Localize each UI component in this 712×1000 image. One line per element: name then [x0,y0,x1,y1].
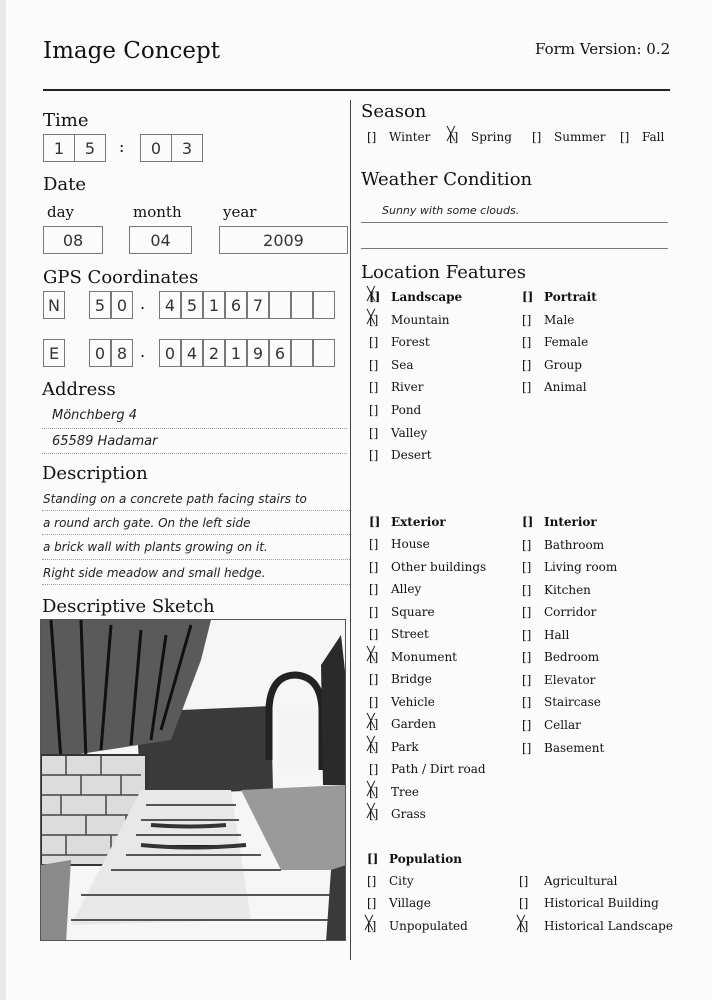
option-staircase[interactable] [522,695,601,709]
option-vehicle[interactable] [369,695,435,709]
option-label: Bridge [391,672,432,686]
option-bedroom[interactable] [522,650,599,664]
option-label: Exterior [391,515,446,529]
checkbox-icon[interactable]: [] [522,695,532,709]
description-rule-4 [42,584,350,585]
option-bathroom[interactable] [522,538,604,552]
checkbox-icon[interactable]: [] [522,628,532,642]
option-label: Street [391,627,429,641]
option-label: Summer [554,130,606,144]
checked-checkbox-icon[interactable]: [] ╳ [369,740,391,754]
gps-east-dec-5[interactable]: 9 [247,339,269,367]
option-label: City [389,874,414,888]
option-unpopulated[interactable] [367,919,468,933]
checked-checkbox-icon[interactable]: [] ╳ [369,313,391,327]
option-label: Grass [391,807,426,821]
option-group[interactable] [522,358,582,372]
description-label: Description [42,463,148,484]
option-historical-building[interactable] [519,896,659,910]
option-label: Vehicle [391,695,435,709]
option-interior[interactable] [522,515,597,529]
checkbox-icon[interactable]: [] [519,874,529,888]
checkbox-icon[interactable]: [] [522,313,532,327]
option-label: Alley [391,582,422,596]
option-population[interactable] [367,852,462,866]
gps-north-dec-7[interactable] [291,291,313,319]
sketch-label: Descriptive Sketch [42,596,215,617]
option-label: Winter [389,130,431,144]
checked-checkbox-icon[interactable]: [] ╳ [367,919,389,933]
checkbox-icon[interactable]: [] [369,335,379,349]
day-field[interactable]: 08 [43,226,103,254]
gps-north-dec-8[interactable] [313,291,335,319]
season-summer[interactable] [532,130,606,144]
checked-checkbox-icon[interactable]: [] ╳ [369,290,391,304]
checkbox-icon[interactable]: [] [367,130,377,144]
gps-east-dec-3[interactable]: 2 [203,339,225,367]
checkbox-icon[interactable]: [] [522,380,532,394]
season-spring[interactable] [449,130,512,144]
option-label: Corridor [544,605,597,619]
gps-east-dec-6[interactable]: 6 [269,339,291,367]
location-features-label: Location Features [361,262,526,283]
gps-north-deg-1[interactable]: 5 [89,291,111,319]
option-square[interactable] [369,605,435,619]
checkbox-icon[interactable]: [] [522,741,532,755]
gps-east-dec-7[interactable] [291,339,313,367]
description-line-1[interactable]: Standing on a concrete path facing stairs to [43,492,307,506]
checked-checkbox-icon[interactable]: [] ╳ [369,785,391,799]
checked-checkbox-icon[interactable]: [] ╳ [369,650,391,664]
gps-label: GPS Coordinates [43,267,199,288]
season-winter[interactable] [367,130,430,144]
form-version: Form Version: 0.2 [535,40,671,58]
checkbox-icon[interactable]: [] [522,650,532,664]
gps-north-dec-4[interactable]: 6 [225,291,247,319]
date-label: Date [43,174,87,195]
sketch-drawing [41,620,346,941]
day-label: day [47,203,75,221]
gps-east-dec-2[interactable]: 4 [181,339,203,367]
checkbox-icon[interactable]: [] [369,448,379,462]
checkbox-icon[interactable]: [] [369,605,379,619]
option-living-room[interactable] [522,560,617,574]
checkbox-icon[interactable]: [] [522,358,532,372]
option-forest[interactable] [369,335,430,349]
option-tree[interactable] [369,785,419,799]
checked-checkbox-icon[interactable]: [] ╳ [449,130,471,144]
gps-east-dot: . [140,342,146,361]
checkbox-icon[interactable]: [] [522,538,532,552]
option-alley[interactable] [369,582,421,596]
checkbox-icon[interactable]: [] [519,896,529,910]
option-label: Basement [544,741,605,755]
checkbox-icon[interactable]: [] [367,874,377,888]
time-digit-2[interactable]: 5 [74,134,106,162]
option-path-dirt-road[interactable] [369,762,486,776]
gps-north-prefix: N [43,291,65,319]
year-field[interactable]: 2009 [219,226,348,254]
checked-checkbox-icon[interactable]: [] ╳ [519,919,544,933]
option-label: Female [544,335,589,349]
checkbox-icon[interactable]: [] [369,515,381,529]
option-bridge[interactable] [369,672,432,686]
option-label: Staircase [544,695,601,709]
checkbox-icon[interactable]: [] [522,605,532,619]
option-label: Interior [544,515,597,529]
gps-north-dec-2[interactable]: 5 [181,291,203,319]
gps-north-dec-6[interactable] [269,291,291,319]
description-rule-3 [42,559,350,560]
option-village[interactable] [367,896,431,910]
weather-value[interactable]: Sunny with some clouds. [382,204,520,217]
gps-north-deg-2[interactable]: 0 [111,291,133,319]
gps-north-dot: . [140,294,146,313]
form-title: Image Concept [43,38,220,64]
option-kitchen[interactable] [522,583,591,597]
header-divider [43,89,670,91]
option-animal[interactable] [522,380,587,394]
checkbox-icon[interactable]: [] [369,426,379,440]
gps-east-dec-8[interactable] [313,339,335,367]
checkbox-icon[interactable]: [] [367,852,379,866]
option-cellar[interactable] [522,718,581,732]
time-separator: : [119,137,125,156]
option-label: House [391,537,430,551]
description-rule-2 [42,534,350,535]
option-label: Bathroom [544,538,605,552]
checkbox-icon[interactable]: [] [369,762,379,776]
checkbox-icon[interactable]: [] [369,560,379,574]
option-label: Male [544,313,575,327]
option-label: Animal [544,380,587,394]
address-line-1[interactable]: Mönchberg 4 [52,408,138,423]
checkbox-icon[interactable]: [] [522,335,532,349]
checkbox-icon[interactable]: [] [522,583,532,597]
option-house[interactable] [369,537,430,551]
option-label: Forest [391,335,430,349]
option-label: Group [544,358,582,372]
option-label: Mountain [391,313,450,327]
checkbox-icon[interactable]: [] [369,537,379,551]
checkbox-icon[interactable]: [] [369,672,379,686]
checkbox-icon[interactable]: [] [522,560,532,574]
option-label: Path / Dirt road [391,762,486,776]
option-label: Village [389,896,431,910]
option-landscape[interactable] [369,290,462,304]
checkbox-icon[interactable]: [] [522,515,534,529]
option-label: Kitchen [544,583,591,597]
option-other-buildings[interactable] [369,560,486,574]
option-label: Elevator [544,673,596,687]
time-digit-3[interactable]: 0 [140,134,172,162]
season-label: Season [361,101,427,122]
address-rule-2 [42,453,347,454]
option-male[interactable] [522,313,574,327]
gps-east-dec-4[interactable]: 1 [225,339,247,367]
option-hall[interactable] [522,628,569,642]
address-label: Address [42,379,116,400]
option-exterior[interactable] [369,515,446,529]
option-desert[interactable] [369,448,432,462]
option-valley[interactable] [369,426,427,440]
checkbox-icon[interactable]: [] [522,290,534,304]
time-label: Time [43,110,89,131]
option-grass[interactable] [369,807,426,821]
time-digit-1[interactable]: 1 [43,134,75,162]
option-label: Agricultural [544,874,618,888]
gps-north-dec-3[interactable]: 1 [203,291,225,319]
month-label: month [133,203,182,221]
option-label: Monument [391,650,457,664]
option-label: Bedroom [544,650,600,664]
column-divider [350,100,351,960]
checkbox-icon[interactable]: [] [369,403,379,417]
option-label: Fall [642,130,665,144]
description-line-3[interactable]: a brick wall with plants growing on it. [43,540,268,554]
option-elevator[interactable] [522,673,595,687]
option-label: Square [391,605,435,619]
time-digit-4[interactable]: 3 [171,134,203,162]
option-label: Sea [391,358,414,372]
option-agricultural[interactable] [519,874,618,888]
option-label: River [391,380,424,394]
option-label: Population [389,852,462,866]
checkbox-icon[interactable]: [] [369,582,379,596]
checked-checkbox-icon[interactable]: [] ╳ [369,717,391,731]
checkbox-icon[interactable]: [] [620,130,630,144]
gps-east-deg-2[interactable]: 8 [111,339,133,367]
description-rule-1 [42,510,350,511]
checkbox-icon[interactable]: [] [522,718,532,732]
checkbox-icon[interactable]: [] [369,627,379,641]
option-historical-landscape[interactable] [519,919,673,933]
option-label: Landscape [391,290,463,304]
option-label: Pond [391,403,422,417]
weather-rule-2 [361,248,668,249]
option-sea[interactable] [369,358,413,372]
weather-rule-1 [361,222,668,223]
option-mountain[interactable] [369,313,450,327]
option-label: Historical Landscape [544,919,673,933]
gps-east-dec-1[interactable]: 0 [159,339,181,367]
checkbox-icon[interactable]: [] [369,695,379,709]
descriptive-sketch[interactable] [40,619,346,941]
address-line-2[interactable]: 65589 Hadamar [52,434,158,449]
option-label: Desert [391,448,432,462]
option-street[interactable] [369,627,429,641]
option-label: Tree [391,785,419,799]
description-line-4[interactable]: Right side meadow and small hedge. [43,566,266,580]
option-female[interactable] [522,335,588,349]
checkbox-icon[interactable]: [] [522,673,532,687]
gps-north-dec-1[interactable]: 4 [159,291,181,319]
weather-label: Weather Condition [361,169,533,190]
gps-east-deg-1[interactable]: 0 [89,339,111,367]
option-label: Unpopulated [389,919,468,933]
checkbox-icon[interactable]: [] [532,130,542,144]
option-label: Cellar [544,718,581,732]
option-garden[interactable] [369,717,436,731]
gps-north-dec-5[interactable]: 7 [247,291,269,319]
option-label: Spring [471,130,512,144]
option-city[interactable] [367,874,414,888]
option-label: Park [391,740,419,754]
description-line-2[interactable]: a round arch gate. On the left side [43,516,251,530]
season-fall[interactable] [620,130,664,144]
option-portrait[interactable] [522,290,597,304]
option-label: Hall [544,628,570,642]
gps-east-prefix: E [43,339,65,367]
option-label: Valley [391,426,428,440]
checkbox-icon[interactable]: [] [369,358,379,372]
year-label: year [223,203,257,221]
option-corridor[interactable] [522,605,596,619]
option-park[interactable] [369,740,419,754]
option-label: Historical Building [544,896,659,910]
checkbox-icon[interactable]: [] [367,896,377,910]
option-label: Garden [391,717,436,731]
option-label: Living room [544,560,618,574]
option-basement[interactable] [522,741,604,755]
option-river[interactable] [369,380,424,394]
option-label: Portrait [544,290,597,304]
option-monument[interactable] [369,650,457,664]
checkbox-icon[interactable]: [] [369,380,379,394]
address-rule-1 [42,428,347,429]
month-field[interactable]: 04 [129,226,192,254]
option-label: Other buildings [391,560,487,574]
checked-checkbox-icon[interactable]: [] ╳ [369,807,391,821]
option-pond[interactable] [369,403,421,417]
